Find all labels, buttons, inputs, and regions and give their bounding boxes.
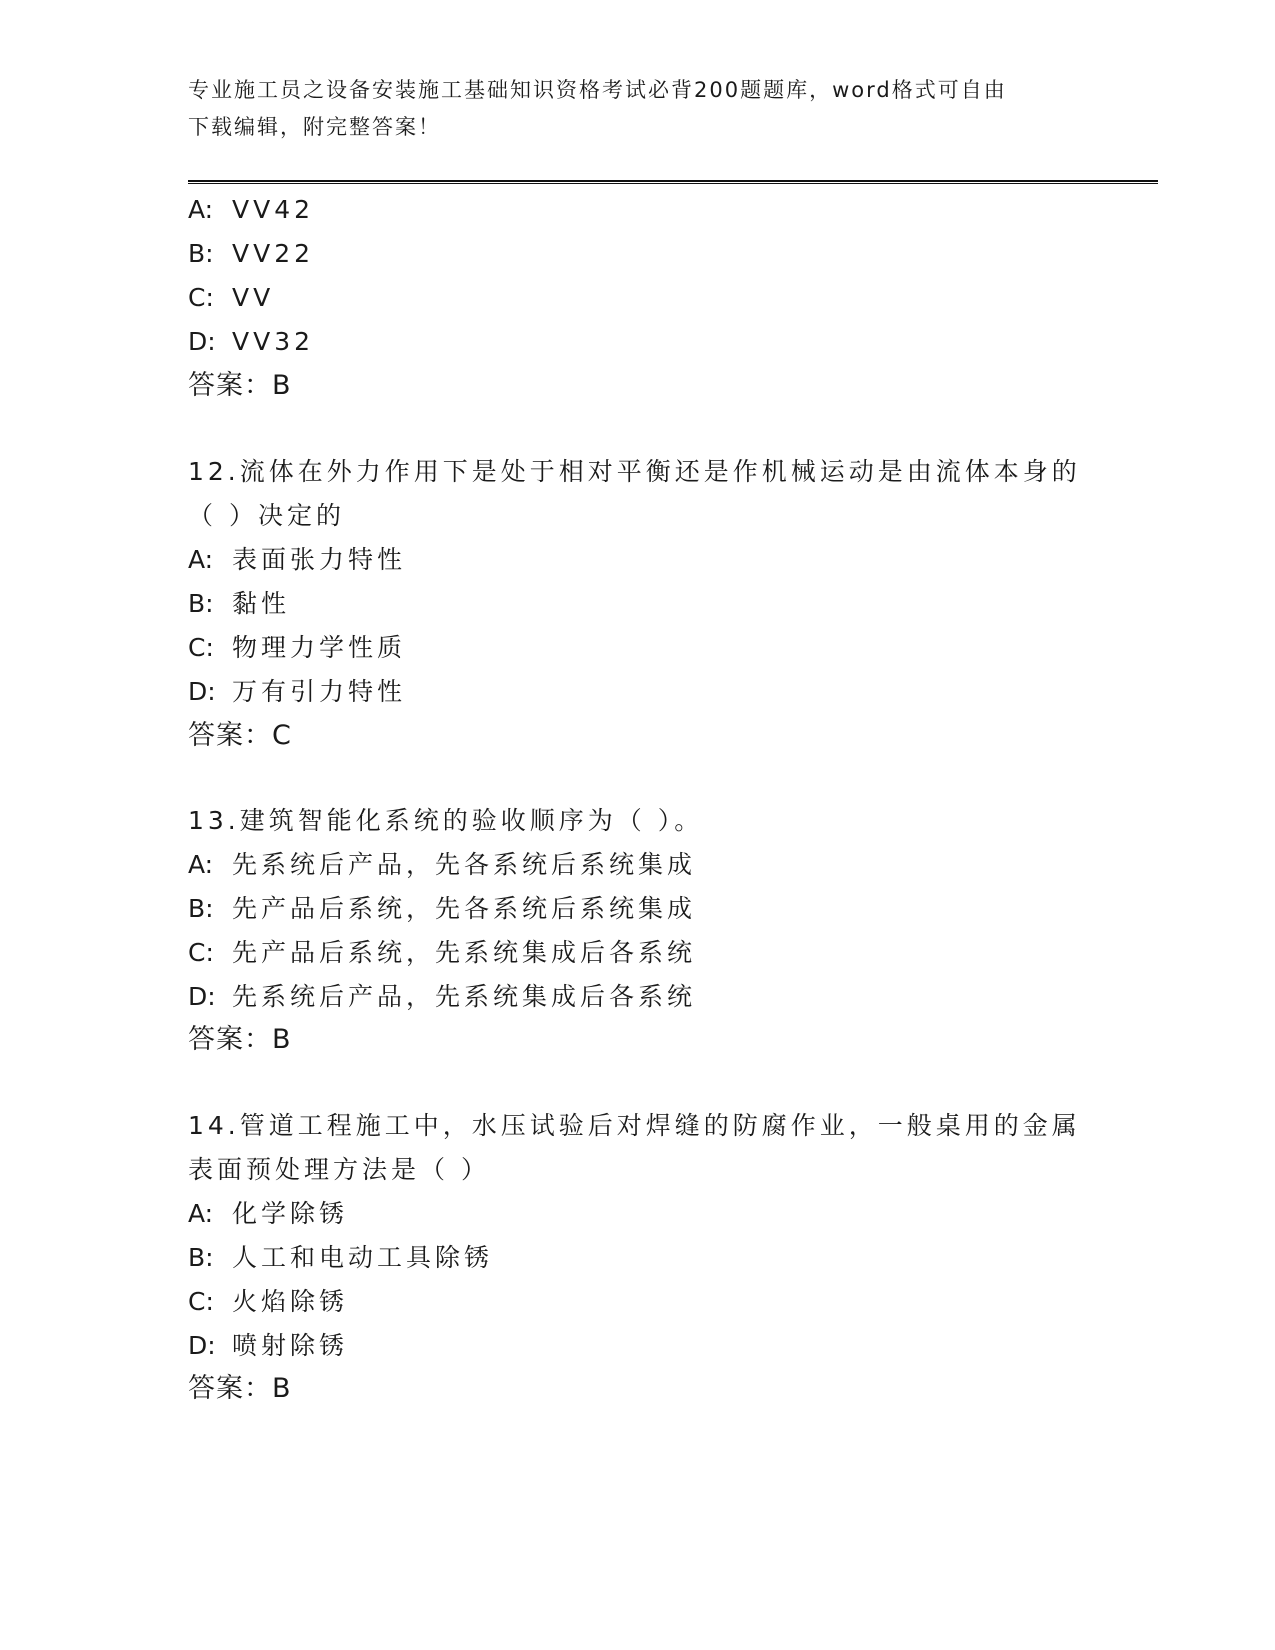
option-key: B: [188, 1243, 214, 1272]
option-text: 火焰除锈 [232, 1287, 349, 1316]
q11-option-a [188, 195, 314, 225]
option-text: VV [232, 283, 275, 312]
option-key: A: [188, 1199, 214, 1228]
q12-option-b [188, 589, 290, 619]
q14-option-d [188, 1331, 348, 1361]
q12-stem-line-1: 12.流体在外力作用下是处于相对平衡还是作机械运动是由流体本身的 [188, 457, 1081, 486]
option-key: C: [188, 283, 214, 312]
option-key: C: [188, 633, 214, 662]
q12-option-a [188, 545, 406, 575]
q12-option-c [188, 633, 406, 663]
q13-answer: 答案：B [188, 1024, 292, 1055]
option-key: D: [188, 327, 216, 356]
option-key: B: [188, 894, 214, 923]
option-text: 先产品后系统，先各系统后系统集成 [232, 894, 697, 923]
option-text: 先系统后产品，先系统集成后各系统 [232, 982, 697, 1011]
option-text: 人工和电动工具除锈 [232, 1243, 494, 1272]
option-key: B: [188, 239, 214, 268]
option-key: C: [188, 1287, 214, 1316]
header-title-line-2: 下载编辑，附完整答案！ [188, 115, 441, 139]
option-text: 喷射除锈 [232, 1331, 349, 1360]
option-key: D: [188, 982, 216, 1011]
q13-option-c [188, 938, 696, 968]
option-key: D: [188, 1331, 216, 1360]
option-text: 万有引力特性 [232, 677, 407, 706]
header-title-line-1: 专业施工员之设备安装施工基础知识资格考试必背200题题库，word格式可自由 [188, 78, 1007, 102]
option-key: D: [188, 677, 216, 706]
option-text: VV32 [232, 327, 315, 356]
q13-option-a [188, 850, 696, 880]
q13-stem-line-1: 13.建筑智能化系统的验收顺序为（ ）。 [188, 806, 704, 835]
option-text: 先产品后系统，先系统集成后各系统 [232, 938, 697, 967]
option-key: B: [188, 589, 214, 618]
q14-answer: 答案：B [188, 1373, 292, 1404]
q13-option-d [188, 982, 696, 1012]
q11-option-b [188, 239, 314, 269]
q12-answer: 答案：C [188, 720, 292, 751]
q11-option-c [188, 283, 274, 313]
page-header [188, 72, 1088, 146]
q12-stem-line-2: （ ）决定的 [188, 501, 345, 530]
header-divider [188, 180, 1158, 184]
option-key: A: [188, 545, 214, 574]
q14-stem-line-2: 表面预处理方法是（ ） [188, 1155, 490, 1184]
q13-option-b [188, 894, 696, 924]
q11-option-d [188, 327, 314, 357]
q14-option-b [188, 1243, 493, 1273]
option-text: 黏性 [232, 589, 291, 618]
option-text: 表面张力特性 [232, 545, 407, 574]
option-text: VV22 [232, 239, 315, 268]
option-key: A: [188, 195, 214, 224]
option-key: A: [188, 850, 214, 879]
option-text: 化学除锈 [232, 1199, 349, 1228]
q14-option-c [188, 1287, 348, 1317]
q11-answer: 答案：B [188, 370, 292, 401]
option-text: 先系统后产品，先各系统后系统集成 [232, 850, 697, 879]
q12-option-d [188, 677, 406, 707]
q14-stem-line-1: 14.管道工程施工中，水压试验后对焊缝的防腐作业，一般桌用的金属 [188, 1111, 1081, 1140]
option-text: 物理力学性质 [232, 633, 407, 662]
q14-option-a [188, 1199, 348, 1229]
option-key: C: [188, 938, 214, 967]
option-text: VV42 [232, 195, 315, 224]
